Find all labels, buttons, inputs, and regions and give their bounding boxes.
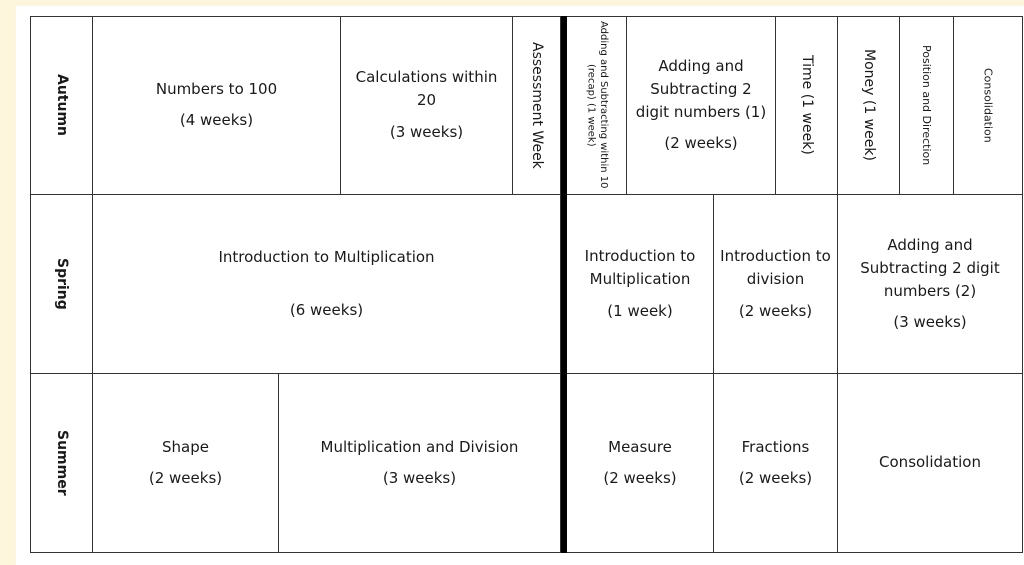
summer-fractions [714, 374, 838, 553]
topic-duration: (6 weeks) [289, 301, 364, 319]
topic-title: Adding and Subtracting 2 digit numbers (2) [860, 235, 1000, 300]
topic-duration: (3 weeks) [893, 313, 967, 332]
topic-title: Position and Direction [920, 44, 934, 166]
topic-title: Consolidation [879, 453, 981, 472]
half-term-divider [561, 16, 567, 553]
season-label-autumn: Autumn [53, 73, 70, 136]
spring-intro-multiplication-6 [93, 195, 561, 374]
spring-intro-multiplication-1 [567, 195, 714, 374]
topic-duration: (3 weeks) [382, 469, 457, 487]
topic-title: Numbers to 100 [155, 79, 278, 98]
topic-title: Measure [608, 437, 672, 456]
topic-duration: (2 weeks) [664, 134, 738, 153]
topic-title: Adding and Subtracting within 10 (recap) (1 week) [585, 21, 609, 189]
topic-duration: (2 weeks) [148, 469, 223, 487]
topic-duration: (2 weeks) [603, 469, 677, 487]
summer-consolidation [838, 374, 1023, 553]
long-term-plan-table [30, 16, 1023, 553]
summer-multiplication-division [279, 374, 561, 553]
topic-duration: (4 weeks) [179, 111, 254, 129]
autumn-consolidation [954, 16, 1023, 195]
spring-adding-2-digit-2 [838, 195, 1023, 374]
spring-intro-division [714, 195, 838, 374]
season-label-spring: Spring [53, 258, 70, 310]
topic-title: Introduction to Multiplication [218, 247, 435, 266]
topic-title: Multiplication and Division [320, 437, 519, 456]
autumn-numbers-to-100 [93, 16, 341, 195]
autumn-adding-2-digit-1 [627, 16, 776, 195]
autumn-assessment-week [513, 16, 561, 195]
topic-title: Shape [162, 437, 209, 456]
topic-title: Adding and Subtracting 2 digit numbers (1) [635, 56, 767, 121]
topic-title: Introduction to Multiplication [584, 247, 696, 289]
topic-duration: (3 weeks) [389, 122, 464, 141]
topic-title: Money (1 week) [860, 49, 877, 161]
summer-shape [93, 374, 279, 553]
topic-duration: (2 weeks) [738, 469, 813, 487]
topic-title: Assessment Week [528, 41, 545, 169]
autumn-money [838, 16, 900, 195]
topic-duration: (2 weeks) [738, 301, 813, 320]
autumn-position-direction [900, 16, 954, 195]
season-label-summer: Summer [53, 430, 70, 496]
topic-title: Time (1 week) [798, 55, 815, 155]
topic-title: Consolidation [981, 67, 995, 143]
topic-title: Introduction to division [720, 247, 831, 289]
topic-title: Fractions [741, 437, 810, 456]
season-autumn [30, 16, 93, 195]
autumn-adding-within-10 [567, 16, 627, 195]
autumn-time [776, 16, 838, 195]
autumn-calculations-within-20 [341, 16, 513, 195]
season-spring [30, 195, 93, 374]
season-summer [30, 374, 93, 553]
topic-title: Calculations within 20 [355, 68, 498, 110]
topic-duration: (1 week) [607, 301, 673, 320]
summer-measure [567, 374, 714, 553]
